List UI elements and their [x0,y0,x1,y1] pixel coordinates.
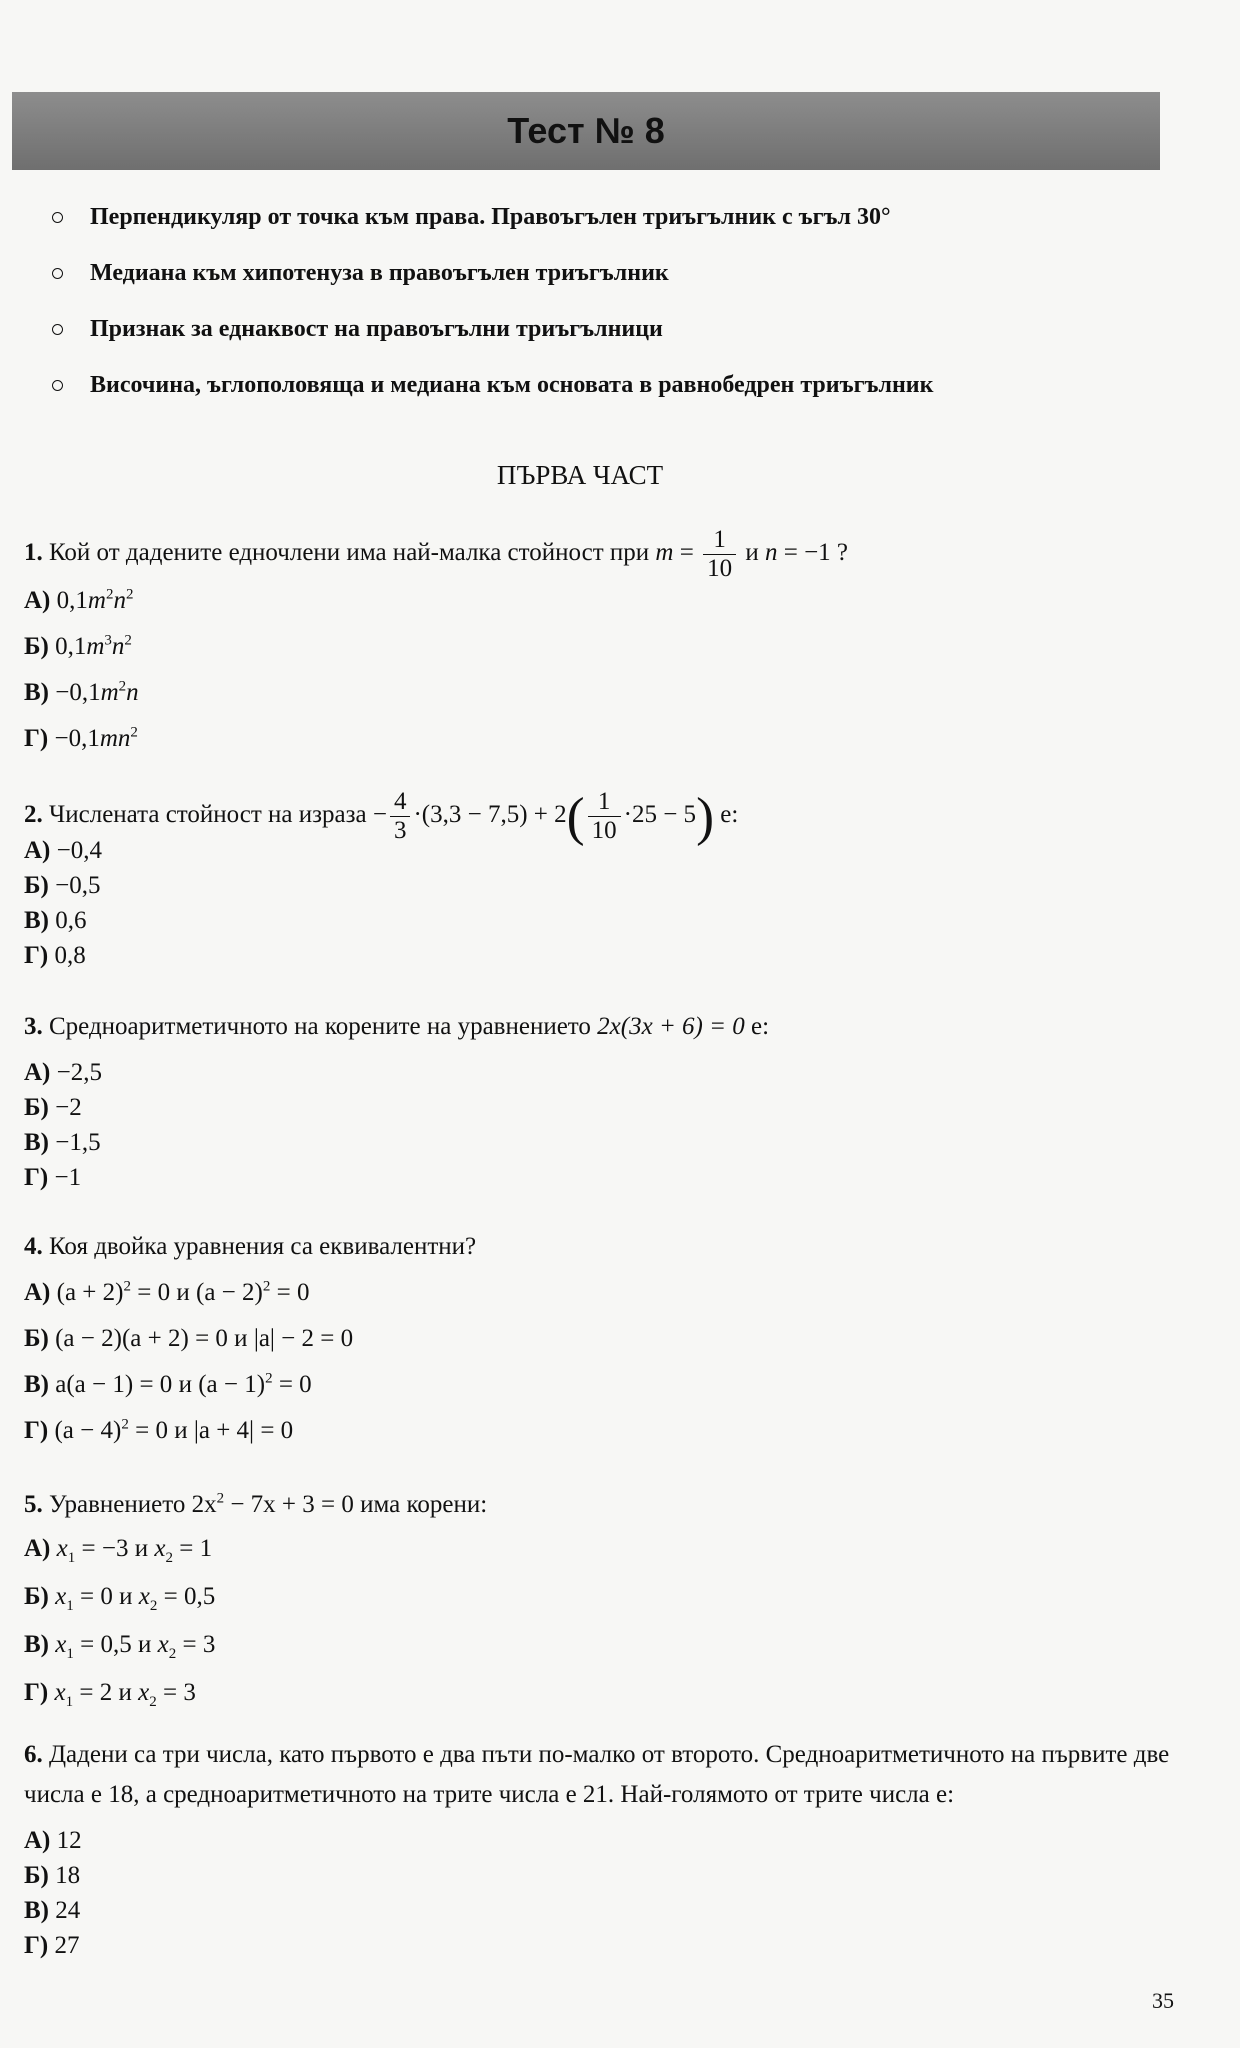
topic-item: Признак за еднаквост на правоъгълни триъгълници [52,312,933,368]
part-title: ПЪРВА ЧАСТ [496,460,664,490]
q4-option-a[interactable]: А) $(a + 2)^2 = 0$ и $(a - 2)^2 = 0$ [24,1278,310,1306]
q5-option-b[interactable]: Б) $x_1 = 0$ и $x_2 = 0,5$ [24,1583,216,1614]
question-4: 4. Коя двойка уравнения са еквивалентни? [24,1233,477,1260]
bullet-circle-icon [52,212,63,223]
q2-option-b[interactable]: Б) −0,5 [24,872,101,899]
q1-option-a[interactable]: А) $0,1m^2n^2$ [24,586,134,614]
q2-option-d[interactable]: Г) 0,8 [24,942,86,969]
question-6: 6. Дадени са три числа, като първото е два пъти по-малко от второто. Средноаритметичното на първите две числа е 18, а средноаритметичното на трите числа е 21. Най-голямото от трите числа е: [24,1741,1170,1808]
bullet-circle-icon [52,380,63,391]
question-5: 5. Уравнението $2x^2 - 7x + 3 = 0$ има корени: [24,1490,488,1518]
q5-expression: $2x^2 - 7x + 3 = 0$ [191,1490,354,1518]
q6-option-d[interactable]: Г) 27 [24,1932,80,1959]
q5-option-a[interactable]: А) $x_1 = -3$ и $x_2 = 1$ [24,1535,213,1566]
q2-option-a[interactable]: А) −0,4 [24,837,102,864]
q3-option-a[interactable]: А) −2,5 [24,1059,102,1086]
question-1: 1. Кой от дадените едночлени има най-малка стойност при m = $\frac{1}{10}$ и n = −1 ? [24,526,849,582]
q3-expression: 2x(3x + 6) = 0 [597,1013,745,1040]
page-number: 35 [1152,1988,1174,2013]
topic-item: Перпендикуляр от точка към права. Правоъгълен триъгълник с ъгъл 30° [52,200,933,256]
q2-expression: − $\frac{4}{3}$ ·(3,3 − 7,5) + 2( $\frac{1}{10}$ ·25 − 5) [372,786,715,847]
q6-option-a[interactable]: А) 12 [24,1827,82,1854]
question-3: 3. Средноаритметичното на корените на уравнението 2x(3x + 6) = 0 е: [24,1013,770,1040]
q3-option-d[interactable]: Г) −1 [24,1164,82,1191]
q3-option-b[interactable]: Б) −2 [24,1094,82,1121]
q1-option-c[interactable]: $В) -0,1m^2n$ [24,678,139,706]
q3-option-c[interactable]: В) −1,5 [24,1129,101,1156]
q4-option-d[interactable]: Г) $(a - 4)^2 = 0$ и |a + 4| = 0 [24,1416,294,1444]
q2-option-c[interactable]: В) 0,6 [24,907,87,934]
q1-option-d[interactable]: $Г) -0,1mn^2$ [24,724,138,752]
topic-item: Медиана към хипотенуза в правоъгълен триъгълник [52,256,933,312]
q6-option-b[interactable]: Б) 18 [24,1862,81,1889]
q6-option-c[interactable]: В) 24 [24,1897,81,1924]
topic-item: Височина, ъглополовяща и медиана към основата в равнобедрен триъгълник [52,368,933,424]
bullet-circle-icon [52,268,63,279]
question-2: 2. Числената стойност на израза − $\frac{4}{3}$ ·(3,3 − 7,5) + 2( $\frac{1}{10}$ ·25 − 5) е: [24,786,739,847]
bullet-circle-icon [52,324,63,335]
q1-condition: m = $\frac{1}{10}$ и n = −1 ? [655,526,849,582]
topics-list [52,200,933,424]
q5-option-d[interactable]: Г) $x_1 = 2$ и $x_2 = 3$ [24,1679,196,1710]
q4-option-c[interactable]: В) a(a − 1) = 0 и $(a - 1)^2 = 0$ [24,1370,312,1398]
q4-option-b[interactable]: Б) (a − 2)(a + 2) = 0 и |a| − 2 = 0 [24,1325,354,1352]
q5-option-c[interactable]: В) $x_1 = 0,5$ и $x_2 = 3$ [24,1631,216,1662]
q1-option-b[interactable]: Б) $0,1m^3n^2$ [24,632,132,660]
header-banner [12,92,1160,170]
test-title: Тест № 8 [507,110,665,151]
